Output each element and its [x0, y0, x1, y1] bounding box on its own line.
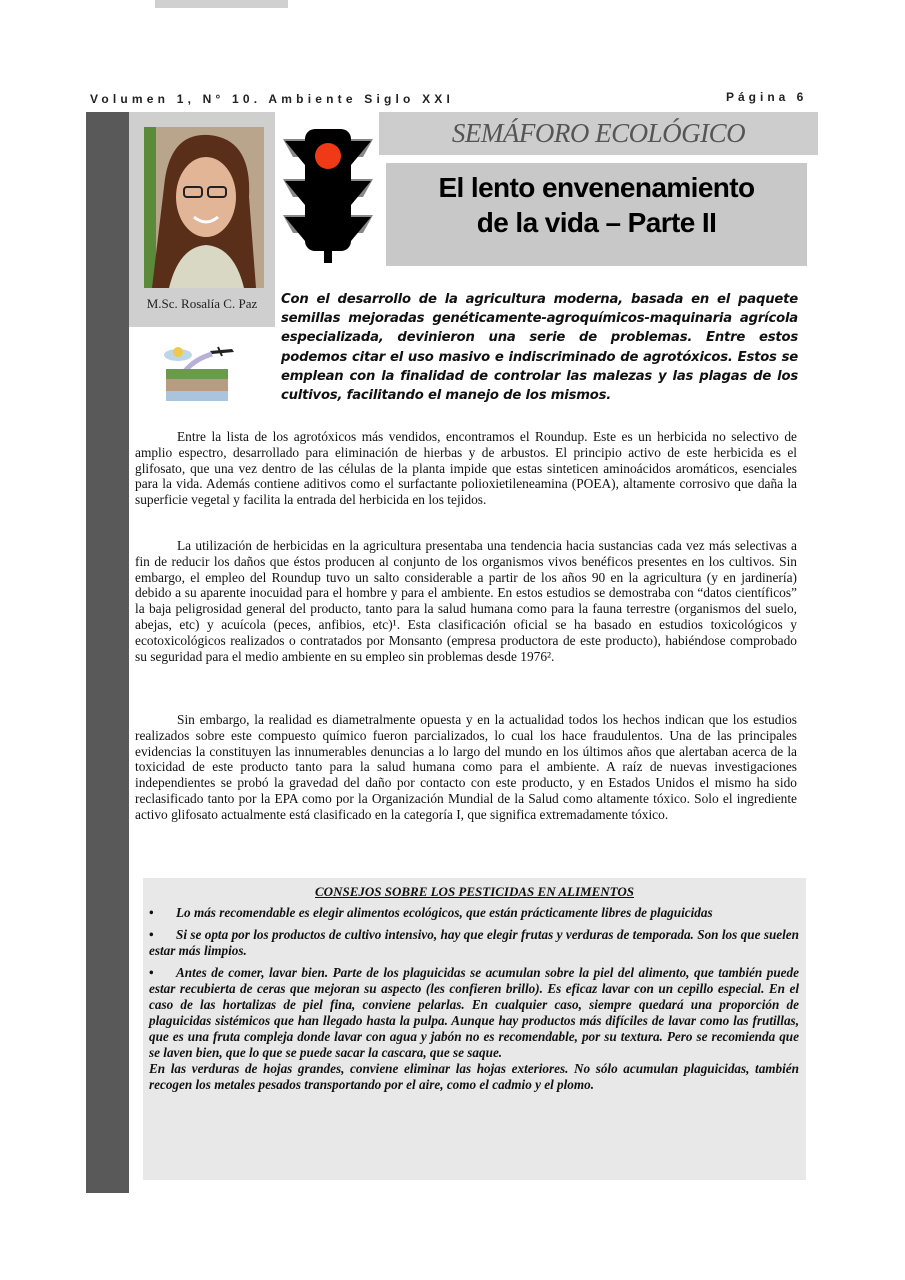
- tip-text: Lo más recomendable es elegir alimentos ecológicos, que están prácticamente libres de plaguicidas: [176, 905, 713, 920]
- section-banner: SEMÁFORO ECOLÓGICO: [379, 112, 818, 155]
- body-paragraph: Entre la lista de los agrotóxicos más vendidos, encontramos el Roundup. Este es un herbicida no selectivo de amplio espectro, desarrollado para eliminación de hierbas y de arbustos. El principio activo de este herbicida es el glifosato, que una vez dentro de las células de la planta impide que estas sinteticen aminoácidos aromáticos, esenciales para la vida. Además contiene aditivos como el surfactante polioxietileneamina (POEA), altamente corrosivo que daña la superficie vegetal y facilita la entrada del herbicida en los tejidos.: [135, 429, 797, 508]
- title-line-2: de la vida – Parte II: [476, 207, 717, 238]
- author-name: M.Sc. Rosalía C. Paz: [146, 296, 258, 311]
- article-title: [386, 170, 807, 240]
- bullet-icon: •: [149, 905, 154, 920]
- tip-item: [149, 905, 799, 921]
- tips-title: CONSEJOS SOBRE LOS PESTICIDAS EN ALIMENTOS: [315, 884, 634, 899]
- tip-text: Antes de comer, lavar bien. Parte de los plaguicidas se acumulan sobre la piel del alimento, que también puede estar recubierta de ceras que mejoran su aspecto (les confieren brillo). Es eficaz lavar con un cepillo especial. En el caso de las hortalizas de piel fina, conviene pelarlas. En cualquier caso, siempre quedará una proporción de plaguicidas sistémicos que han llegado hasta la pulpa. Aunque hay productos más difíciles de lavar como las frutillas, que es una fruta compleja donde lavar con agua y jabón no es recomendable, por su textura. Pero se recomienda que se laven bien, que lo que se puede sacar la cascara, que se saque.: [149, 965, 799, 1060]
- tip-item: [149, 965, 799, 1061]
- title-line-1: El lento envenenamiento: [438, 172, 755, 203]
- sidebar-bar: [86, 112, 129, 1193]
- bullet-icon: •: [149, 965, 154, 980]
- tip-item: [149, 927, 799, 959]
- tips-closing: En las verduras de hojas grandes, conviene eliminar las hojas exteriores. No sólo acumulan plaguicidas, también recogen los metales pesados transportando por el aire, como el cadmio y el plomo.: [149, 1061, 799, 1092]
- running-header-publication: Volumen 1, N° 10. Ambiente Siglo XXI: [90, 92, 455, 106]
- body-paragraph: La utilización de herbicidas en la agricultura presentaba una tendencia hacia sustancias cada vez más selectivas a fin de reducir los daños que éstos producen al conjunto de los organismos vivos benéficos presentes en los cultivos. Sin embargo, el empleo del Roundup tuvo un salto considerable a partir de los años 90 en la agricultura (y en jardinería) debido a su aparente inocuidad para el hombre y para el ambiente. En estos estudios se demostraba con “datos científicos” la baja peligrosidad general del producto, tanto para la salud humana como para la fauna terrestre (organismos del suelo, abejas, etc) y acuícola (peces, anfibios, etc)¹. Esta clasificación oficial se ha basado en estudios toxicológicos y ecotoxicológicos realizados o contratados por Monsanto (empresa productora de este producto), habiéndose comprobado su seguridad para el medio ambiente en su empleo sin problemas desde 1976².: [135, 538, 797, 664]
- body-paragraph: Sin embargo, la realidad es diametralmente opuesta y en la actualidad todos los hechos indican que los estudios realizados sobre este compuesto químico fueron parcializados, lo cual los hace fraudulentos. Una de las principales evidencias la constituyen las innumerables denuncias a lo largo del mundo en los últimos años que alertaban acerca de la toxicidad de este producto tanto para la salud humana como para el ambiente. A raíz de nuevas investigaciones independientes se probó la gravedad del daño por contacto con este producto, y en Estados Unidos el mismo ha sido reclasificado tanto por la EPA como por la Organización Mundial de la Salud como altamente tóxico. Solo el ingrediente activo glifosato actualmente está clasificado en la categoría I, que significa extremadamente tóxico.: [135, 712, 797, 822]
- traffic-light-icon: [283, 125, 373, 265]
- crop-spraying-icon: [160, 345, 236, 403]
- top-tab-bar: [155, 0, 288, 8]
- article-intro: Con el desarrollo de la agricultura moderna, basada en el paquete semillas mejoradas genéticamente-agroquímicos-maquinaria agrícola especializada, devinieron una serie de problemas. Entre estos podemos citar el uso masivo e indiscriminado de agrotóxicos. Estos se emplean con la finalidad de controlar las malezas y las plagas de los cultivos, facilitando el manejo de los mismos.: [281, 292, 798, 404]
- bullet-icon: •: [149, 927, 154, 942]
- tips-list: [149, 905, 799, 1099]
- tip-text: Si se opta por los productos de cultivo intensivo, hay que elegir frutas y verduras de temporada. Son los que suelen estar más limpios.: [149, 927, 799, 958]
- author-photo: [144, 127, 264, 288]
- page-number: Página 6: [726, 90, 808, 104]
